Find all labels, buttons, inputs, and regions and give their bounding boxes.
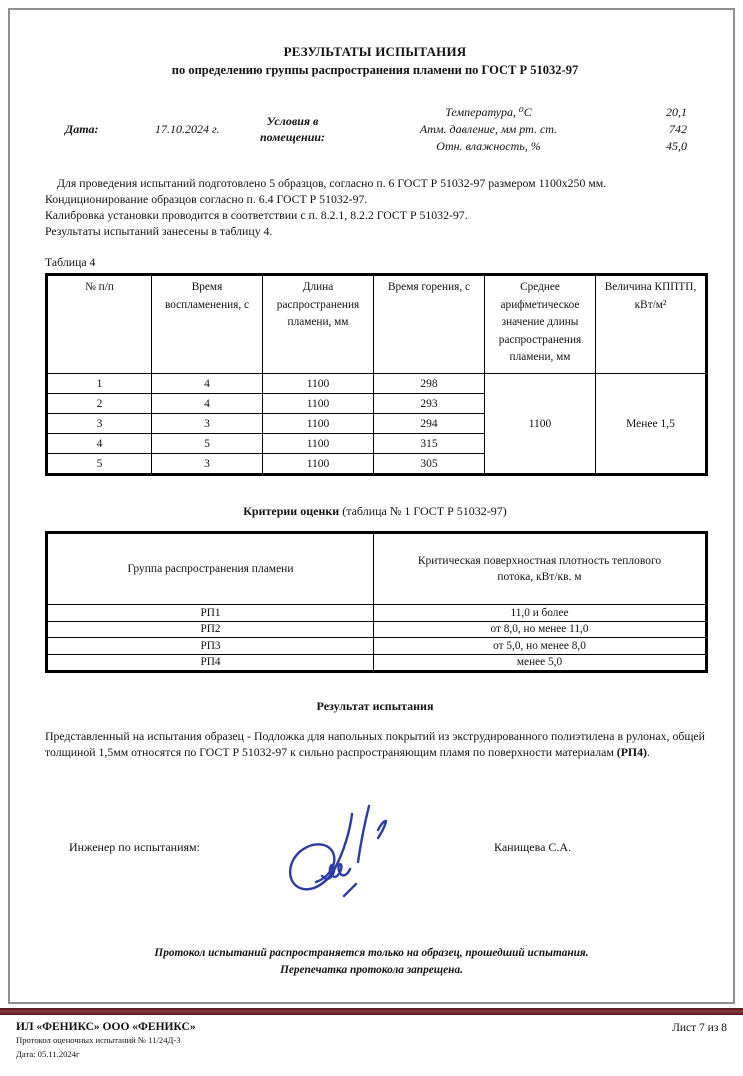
footer-left — [16, 1021, 196, 1060]
page-frame — [8, 8, 735, 1004]
table-cell: 1100 — [263, 414, 374, 434]
table-cell: от 5,0, но менее 8,0 — [374, 638, 707, 655]
kpptp-cell: Менее 1,5 — [596, 374, 707, 475]
room-conditions-label — [235, 113, 350, 145]
pressure-label: Атм. давление, мм рт. ст. — [419, 122, 558, 137]
page-title: РЕЗУЛЬТАТЫ ИСПЫТАНИЯ — [283, 44, 467, 59]
signature-ink — [274, 800, 424, 920]
table-cell: 305 — [374, 454, 485, 475]
table-row — [47, 654, 707, 672]
temperature-value: 20,1 — [666, 105, 687, 119]
mean-length-cell: 1100 — [485, 374, 596, 475]
pressure-value: 742 — [669, 122, 687, 137]
page-content — [10, 44, 733, 883]
table-row — [47, 605, 707, 622]
header-kpptp: Величина КППТП, кВт/м² — [596, 275, 707, 374]
table-cell: 1100 — [263, 454, 374, 475]
note-line1: Протокол испытаний распространяется только на образец, прошедший испытания. — [154, 947, 589, 960]
footer — [0, 1015, 743, 1060]
intro-paragraph — [45, 175, 705, 240]
room-label-line1: Условия в — [266, 114, 319, 129]
condition-row-pressure — [350, 121, 705, 137]
intro-line: Кондиционирование образцов согласно п. 6.4 ГОСТ Р 51032-97. — [45, 191, 368, 206]
page-number: Лист 7 из 8 — [672, 1022, 727, 1034]
table-cell: РП4 — [47, 654, 374, 672]
table-cell: 5 — [152, 434, 263, 454]
criteria-table — [45, 531, 708, 673]
lab-name: ИЛ «ФЕНИКС» ООО «ФЕНИКС» — [16, 1021, 196, 1033]
table-cell: менее 5,0 — [374, 654, 707, 672]
table-cell: 4 — [47, 434, 152, 454]
intro-line: Для проведения испытаний подготовлено 5 образцов, согласно п. 6 ГОСТ Р 51032-97 размером 1100х250 мм. — [57, 175, 607, 190]
table-cell: 1100 — [263, 394, 374, 414]
result-group-code: (РП4) — [616, 745, 647, 760]
table-cell: 2 — [47, 394, 152, 414]
date-group — [45, 122, 235, 137]
table-row — [47, 374, 707, 394]
result-text: Представленный на испытания образец - Подложка для напольных покрытий из экструдированного полиэтилена в рулонах, общей толщиной 1,5мм относятся по ГОСТ Р 51032-97 к сильно распространяющим пламя по поверхности материалам — [45, 729, 705, 760]
table-cell: 3 — [152, 454, 263, 475]
date-label: Дата: — [65, 121, 99, 136]
date-value: 17.10.2024 г. — [155, 121, 220, 136]
result-paragraph — [45, 728, 705, 760]
table-cell: 4 — [152, 374, 263, 394]
table4-caption: Таблица 4 — [45, 255, 96, 270]
table-cell: 1100 — [263, 374, 374, 394]
signature-row — [45, 813, 705, 883]
table-cell: 315 — [374, 434, 485, 454]
header-flame-length: Длина распространения пламени, мм — [263, 275, 374, 374]
header-number: № п/п — [47, 275, 152, 374]
intro-line: Калибровка установки проводится в соответствии с п. 8.2.1, 8.2.2 ГОСТ Р 51032-97. — [45, 207, 468, 222]
table-cell: от 8,0, но менее 11,0 — [374, 621, 707, 638]
criteria-heading-bold: Критерии оценки — [243, 504, 340, 519]
temperature-label: Температура, ⁰С — [445, 105, 532, 119]
table-cell: 4 — [152, 394, 263, 414]
intro-line: Результаты испытаний занесены в таблицу 4. — [45, 224, 273, 239]
header-mean-length: Среднее арифметическое значение длины распространения пламени, мм — [485, 275, 596, 374]
condition-row-humidity — [350, 138, 705, 154]
header-ignition-time: Время воспламенения, с — [152, 275, 263, 374]
table-cell: 1 — [47, 374, 152, 394]
results-table — [45, 273, 708, 476]
result-heading: Результат испытания — [316, 699, 434, 714]
table-cell: РП2 — [47, 621, 374, 638]
result-text-end: . — [646, 745, 650, 760]
table-cell: 294 — [374, 414, 485, 434]
condition-row-temperature — [350, 104, 705, 120]
table-cell: 1100 — [263, 434, 374, 454]
table-row — [47, 621, 707, 638]
conditions-block — [45, 104, 705, 155]
engineer-role-label: Инженер по испытаниям: — [69, 840, 200, 854]
table-cell: РП1 — [47, 605, 374, 622]
humidity-label: Отн. влажность, % — [436, 139, 541, 154]
room-label-line2: помещении: — [259, 130, 326, 145]
header-burning-time: Время горения, с — [374, 275, 485, 374]
protocol-number: Протокол оценочных испытаний № 11/24Д-3 — [16, 1035, 181, 1045]
table-cell: 293 — [374, 394, 485, 414]
note-line2: Перепечатка протокола запрещена. — [280, 963, 463, 976]
criteria-header-row — [47, 533, 707, 605]
header-flame-group: Группа распространения пламени — [47, 533, 374, 605]
criteria-heading-rest: (таблица № 1 ГОСТ Р 51032-97) — [339, 504, 507, 519]
protocol-note — [10, 945, 733, 978]
table-row — [47, 638, 707, 655]
results-table-header-row — [47, 275, 707, 374]
page-subtitle: по определению группы распространения пламени по ГОСТ Р 51032-97 — [171, 63, 579, 77]
criteria-heading — [45, 504, 705, 519]
footer-rule — [0, 1008, 743, 1015]
condition-rows — [350, 104, 705, 155]
engineer-name: Канищева С.А. — [494, 840, 572, 854]
header-critical-density: Критическая поверхностная плотность теплового потока, кВт/кв. м — [374, 533, 707, 605]
table-cell: 5 — [47, 454, 152, 475]
table-cell: 11,0 и более — [374, 605, 707, 622]
table-cell: 3 — [47, 414, 152, 434]
table-cell: 3 — [152, 414, 263, 434]
protocol-date: Дата: 05.11.2024г — [16, 1048, 80, 1059]
humidity-value: 45,0 — [666, 139, 687, 154]
table-cell: РП3 — [47, 638, 374, 655]
table-cell: 298 — [374, 374, 485, 394]
title-block — [45, 44, 705, 78]
